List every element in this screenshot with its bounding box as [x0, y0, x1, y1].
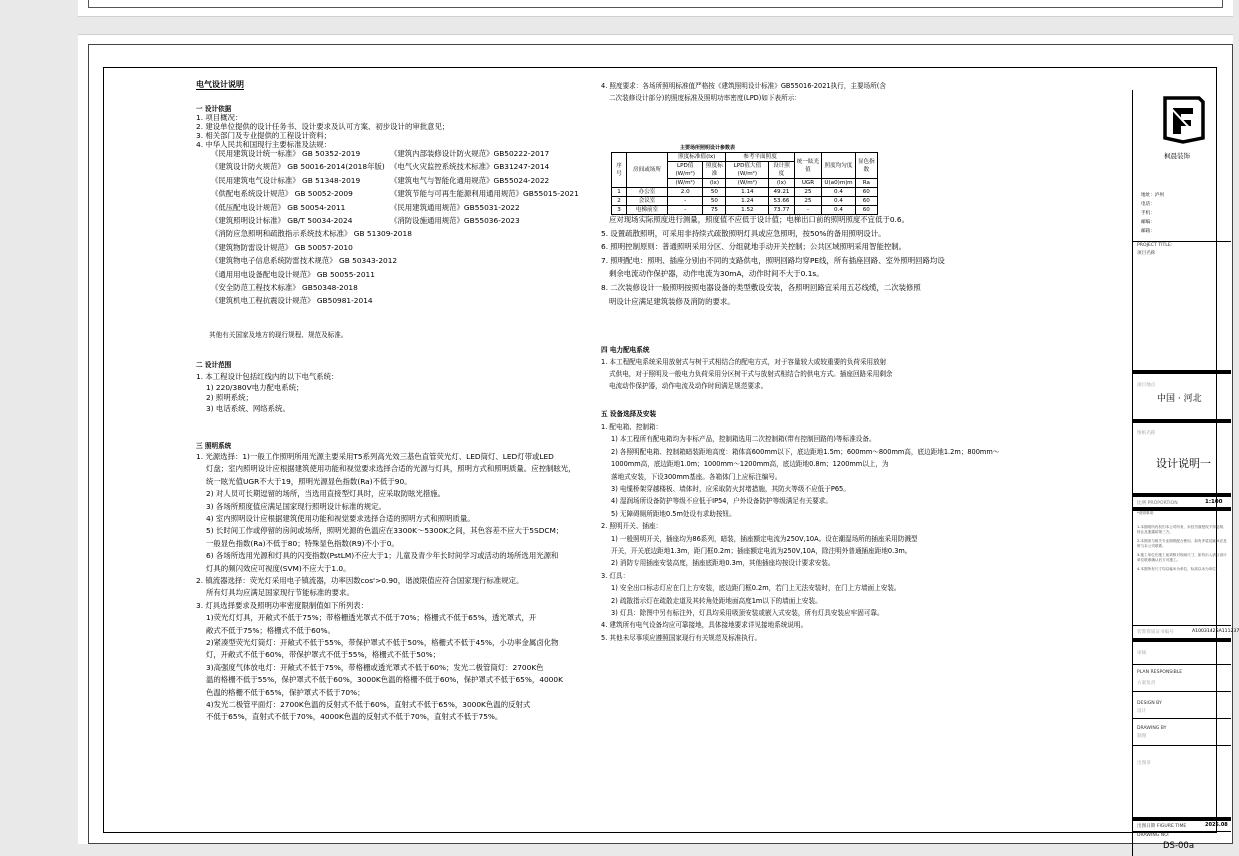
- section-5-heading: 五 设备选择及安装: [601, 410, 657, 418]
- lighting-note: 应对现场实际照度进行测量，照度值不应低于设计值；电梯出口前的照明照度不宜低于0.6。: [609, 215, 909, 224]
- th-lpd: LPD值(W/m²): [668, 162, 703, 179]
- table-cell: 2: [612, 197, 627, 206]
- section-1-item: 3. 相关部门及专业提供的工程设计资料；: [196, 131, 332, 140]
- date-value: 2025.08: [1205, 822, 1228, 828]
- company-name: 枫晨装饰: [1164, 152, 1190, 160]
- drawing-sheet: [88, 44, 1239, 851]
- section-2-line: 2) 照明系统；: [206, 393, 253, 402]
- th-design-lx: 设计照度: [769, 162, 794, 179]
- table-cell: 2.0: [668, 188, 703, 197]
- th-uniformity-label: 照度均匀度: [822, 153, 855, 179]
- project-title-cn: 项目名称: [1137, 251, 1156, 256]
- th-unit-3: (W/m²): [726, 179, 769, 188]
- title-block-note: *说明事项：: [1137, 511, 1157, 515]
- th-std-lx: 照度标准: [703, 162, 726, 179]
- section-3-line: 5) 长时间工作或停留的房间或场所，照明光源的色温应在3300K～5300K之间，其色容差不应大于5SDCM；: [206, 526, 564, 536]
- table-cell: 50: [703, 188, 726, 197]
- th-unit-1: (W/m²): [668, 179, 703, 188]
- section-3-line: 2)紧凑型荧光灯筒灯：开敞式不低于55%，带保护罩式不低于50%，格栅式不低于45%，小功率金属卤化物: [206, 638, 559, 647]
- table-cell: 电梯前室: [627, 206, 668, 215]
- drawing-no-label: DRAWING NO:: [1137, 833, 1170, 838]
- section-3-line: 灯盘；室内照明设计应根据建筑使用功能和视觉要求选择合适的光源与灯具，照明方式和照明质量。应控制眩光，: [206, 464, 576, 474]
- standard-left-item: 《建筑物防雷设计规范》 GB 50057-2010: [211, 242, 353, 252]
- section-4-line: 电流动作保护器，动作电流及动作时间满足规范要求。: [609, 382, 768, 390]
- plan-cn: 方案负责: [1137, 681, 1156, 686]
- section-5-line: 2) 各照明配电箱、控制箱暗装距地高度：箱体高600mm以下，底边距地1.5m；600mm～800mm高，底边距地1.2m；800mm～: [611, 447, 1000, 456]
- table-cell: 25: [794, 197, 822, 206]
- table-cell: 73.77: [769, 206, 794, 215]
- lighting-note: 6. 照明控制原则：普通照明采用分区、分组就地手动开关控制；公共区域照明采用智能控制。: [601, 242, 907, 252]
- table-cell: -: [668, 206, 703, 215]
- title-block-note: 2.本图须与相关专业图纸配合使用，如有矛盾及疑问应及时与本公司联系。: [1137, 539, 1227, 548]
- standard-left-item: 《低压配电设计规范》 GB 50054-2011: [211, 202, 346, 212]
- section-5-line: 1) 安全出口标志灯应在门上方安装，底边距门框0.2m，若门上无法安装时，在门上方墙面上安装。: [611, 584, 901, 593]
- drawing-by-label: DRAWING BY: [1137, 726, 1167, 731]
- location-value: 中国 · 河北: [1157, 394, 1202, 404]
- section-5-line: 开关，开关底边距地1.3m，距门框0.2m；插座额定电流为250V,10A，除注明外普通插座距地0.3m。: [611, 547, 912, 555]
- section-5-line: 1. 配电箱、控制箱：: [601, 423, 663, 431]
- section-5-line: 5. 其他未尽事项应遵照国家现行有关规范及标准执行。: [601, 633, 762, 642]
- th-unit-4: (lx): [769, 179, 794, 188]
- location-label: 项目地点: [1137, 383, 1156, 388]
- section-3-line: 3)高强度气体放电灯：开敞式不低于75%，带格栅或透光罩式不低于60%；发光二极管筒灯：2700K色: [206, 662, 544, 672]
- section-5-line: 1000mm高，底边距地1.0m；1000mm～1200mm高，底边距地0.8m；1200mm以上，为: [611, 460, 889, 469]
- table-cell: 49.21: [769, 188, 794, 197]
- section-3-line: 3. 灯具选择要求及照明功率密度限制值如下所列表：: [196, 600, 368, 610]
- section-5-line: 5) 无障碍厕所距地0.5m处设有求助按钮。: [611, 509, 736, 518]
- th-standard: 照度标准值(lx): [668, 153, 726, 162]
- table-cell: 3: [612, 206, 627, 215]
- post-label: 邮编：: [1141, 220, 1155, 225]
- th-ra: Ra: [855, 179, 877, 188]
- section-3-line: 2) 对人员可长期逗留的场所，当选用直接型灯具时，应采取防眩光措施。: [206, 489, 446, 499]
- section-3-heading: 三 照明系统: [196, 442, 232, 450]
- section-2-line: 1. 本工程设计包括红线内的以下电气系统：: [196, 372, 339, 381]
- table-cell: 1.24: [726, 197, 769, 206]
- plan-label: PLAN RESPONSIBLE: [1137, 670, 1183, 675]
- section-3-line: 1. 光源选择：1)一般工作照明所用光源主要采用T5系列高光效三基色直管荧光灯、LED筒灯、LED灯带或LED: [196, 452, 554, 461]
- section-5-line: 3. 灯具：: [601, 571, 630, 580]
- company-logo-icon: [1161, 94, 1205, 144]
- table-cell: 会议室: [627, 197, 668, 206]
- proportion-label: 比例 PROPORTION: [1137, 501, 1178, 506]
- drawing-title-label: 图纸名称: [1137, 431, 1156, 436]
- section-3-line: 4) 室内照明设计应根据建筑使用功能和视觉要求选择合适的照明方式和照明质量。: [206, 514, 475, 523]
- drawing-title: 设计说明一: [1156, 457, 1211, 470]
- standard-right-item: 《建筑电气与智能化通用规范》GB55024-2022: [390, 175, 550, 185]
- standard-left-item: 《安全防范工程技术标准》 GB50348-2018: [211, 283, 358, 292]
- table-row: [612, 188, 878, 197]
- section-5-line: 2) 消防专用插座安装高度，插座底距地0.3m，其他插座均按设计要求安装。: [611, 559, 835, 568]
- title-block-note: 4.本图所有尺寸均以毫米为单位，标高以米为单位。: [1137, 567, 1220, 571]
- standard-left-item: 《建筑机电工程抗震设计规范》 GB50981-2014: [211, 296, 373, 306]
- section-1-note: 其他有关国家及地方的现行规程、规范及标准。: [209, 331, 348, 339]
- table-cell: 0.4: [822, 197, 855, 206]
- drawing-no-value: DS-00a: [1163, 841, 1195, 851]
- table-cell: 1.14: [726, 188, 769, 197]
- drawing-by-cn: 制图: [1137, 734, 1147, 739]
- th-ra-label: 显色指数: [855, 153, 877, 179]
- section-3-line: 一般显色指数(Ra)不低于80；特殊显色指数(R9)不小于0。: [206, 538, 399, 548]
- section-1-item: 2. 建设单位提供的设计任务书、设计要求及认可方案、初步设计的审批意见；: [196, 122, 450, 131]
- design-cn: 设计: [1137, 709, 1147, 714]
- table-cell: 1: [612, 188, 627, 197]
- section-3-line: 温的格栅不低于55%，保护罩式不低于60%，3000K色温的格栅不低于60%，保护罩式不低于65%，4000K: [206, 675, 563, 685]
- section-4-line: 1. 本工程配电系统采用放射式与树干式相结合的配电方式，对于容量较大或较重要的负荷采用放射: [601, 358, 887, 366]
- section-5-line: 3) 灯具：除图中另有标注外，灯具均采用吸顶安装或嵌入式安装，所有灯具安装应牢固可靠。: [611, 609, 884, 617]
- standard-left-item: 《通用用电设备配电设计规范》 GB 50055-2011: [211, 269, 375, 279]
- proportion-value: 1:100: [1205, 499, 1223, 505]
- address-label: 地址：: [1141, 193, 1155, 198]
- lighting-note: 明设计应满足建筑装修及消防的要求。: [609, 296, 735, 306]
- section-5-line: 3) 电缆桥架穿越楼板、墙体时，应采取防火封堵措施，其防火等级不应低于P65。: [611, 485, 850, 493]
- document-page: [78, 34, 1239, 851]
- th-room: 房间或场所: [627, 153, 668, 188]
- standard-left-item: 《民用建筑电气设计标准》 GB 51348-2019: [211, 175, 361, 185]
- title-block-note: 1.本图纸所有权归本公司所有，未经书面授权不得复制、转让及泄露给第三方。: [1137, 525, 1227, 534]
- standard-right-item: 《消防设施通用规范》GB55036-2023: [390, 216, 520, 225]
- date-label: 出图日期 FIGURE TIME: [1137, 824, 1187, 829]
- table-cell: 60: [855, 206, 877, 215]
- section-5-line: 4) 湿润场所设备防护等级不应低于IP54，户外设备防护等级满足有关要求。: [611, 497, 832, 506]
- table-cell: 1.52: [726, 206, 769, 215]
- th-no: 序号: [612, 153, 627, 188]
- table-row: [612, 206, 878, 215]
- section-3-line: 不低于65%，直射式不低于70%，4000K色温的反射式不低于70%，直射式不低于75%。: [206, 712, 503, 722]
- standard-left-item: 《建筑物电子信息系统防雷技术规范》 GB 50343-2012: [211, 256, 398, 266]
- table-cell: 53.66: [769, 197, 794, 206]
- section-5-line: 2) 疏散指示灯在疏散走道及其转角处距地面高度1m以下的墙面上安装。: [611, 596, 822, 605]
- lighting-note: 剩余电流动作保护器，动作电流为30mA，动作时间不大于0.1s。: [609, 269, 824, 279]
- section-4-heading: 四 电力配电系统: [601, 346, 650, 354]
- standard-right-item: 《电气火灾监控系统技术标准》GB31247-2014: [390, 162, 550, 172]
- mobile-label: 手机：: [1141, 211, 1155, 216]
- section-5-line: 落地式安装，下设300mm基座。各箱体门上应标注编号。: [611, 472, 782, 481]
- section-5-line: 2. 照明开关、插座：: [601, 522, 663, 531]
- email-label: 邮箱：: [1141, 229, 1155, 234]
- lighting-note: 8. 二次装修设计一般照明按照电器设备的类型敷设安装，各照明回路宜采用五芯线缆，二次装修照: [601, 283, 921, 292]
- th-unit-2: (lx): [703, 179, 726, 188]
- section-3-line: 1)荧光灯灯具，开敞式不低于75%；带格栅透光罩式不低于70%；格栅式不低于65%，透光罩式，开: [206, 613, 537, 623]
- audit-label: 审核: [1137, 651, 1147, 656]
- section-3-line: 所有灯具均应满足国家现行节能标准的要求。: [206, 588, 354, 598]
- section-1-item: 1. 项目概况：: [196, 113, 243, 122]
- tel-label: 电话：: [1141, 202, 1155, 207]
- section-3-line: 2. 镇流器选择：荧光灯采用电子镇流器，功率因数cos'>0.90，谐波限值应符合国家现行标准规定。: [196, 576, 524, 585]
- table-cell: 25: [794, 188, 822, 197]
- section-2-heading: 二 设计范围: [196, 361, 232, 369]
- standard-right-item: 《建筑节能与可再生能源利用通用规范》GB55015-2021: [390, 189, 579, 199]
- section-5-line: 1) 一般照明开关，插座均为86系列，暗装，插座额定电流为250V,10A。设在潮湿场所的插座采用防溅型: [611, 534, 918, 543]
- table-cell: 50: [703, 197, 726, 206]
- section-5-line: 1) 本工程所有配电箱均为非标产品，控制箱选用二次控制箱(带有控制回路的)等标准设备。: [611, 435, 876, 444]
- project-title-label: PROJECT TITLE:: [1137, 243, 1173, 248]
- section-2-line: 3) 电话系统、网络系统。: [206, 403, 290, 413]
- previous-page: [78, 0, 1233, 17]
- doc-title: 电气设计说明: [196, 80, 244, 89]
- section-3-line: 4)发光二极管平面灯：2700K色温的反射式不低于60%，直射式不低于65%，3000K色温的反射式: [206, 700, 531, 709]
- section-4-line: 式供电，对于照明及一般电力负荷采用分区树干式与放射式相结合的供电方式。插座回路采用剩余: [609, 370, 893, 378]
- section-3-line: 灯具的频闪效应可视度(SVM)不应大于1.0。: [206, 563, 351, 573]
- section-3-line: 灯，开敞式不低于60%，带保护罩式不低于55%，格栅式不低于50%；: [206, 650, 441, 660]
- standard-right-item: 《民用建筑通用规范》GB55031-2022: [390, 202, 520, 212]
- table-cell: 60: [855, 188, 877, 197]
- section-2-line: 1) 220/380V电力配电系统；: [206, 382, 304, 392]
- section-3-line: 统一眩光值UGR不大于19，照明光源显色指数(Ra)不低于90。: [206, 476, 412, 486]
- standard-left-item: 《民用建筑设计统一标准》 GB 50352-2019: [211, 149, 361, 158]
- lighting-note: 7. 照明配电：照明、插座分别由不同的支路供电，照明回路均穿PE线，所有插座回路、室外照明回路均设: [601, 255, 945, 265]
- standard-left-item: 《供配电系统设计规范》 GB 50052-2009: [211, 189, 353, 199]
- title-block-note: 3.施工单位在施工前须核对现场尺寸，如有出入请与设计单位联系确认后方可施工。: [1137, 553, 1227, 562]
- section-3-line: 6) 各场所选用光源和灯具的闪变指数(PstLM)不应大于1；儿童及青少年长时间学习或活动的场所选用光源和: [206, 551, 559, 561]
- table-cell: -: [668, 197, 703, 206]
- section-5-line: 4. 建筑所有电气设备均应可靠接地，具体接地要求详见接地系统说明。: [601, 621, 808, 630]
- drawing-frame: [103, 67, 1239, 851]
- standard-right-item: 《建筑内部装修设计防火规范》GB50222-2017: [390, 149, 550, 158]
- th-ugr: UGR: [794, 179, 822, 188]
- standard-left-item: 《建筑照明设计标准》 GB/T 50034-2024: [211, 216, 353, 225]
- section-3-line: 3) 各场所照度值应满足国家现行照明设计标准的规定。: [206, 501, 386, 511]
- section-1-heading: 一 设计依据: [196, 105, 232, 113]
- table-cell: 办公室: [627, 188, 668, 197]
- standard-left-item: 《消防应急照明和疏散指示系统技术标准》 GB 51309-2018: [211, 229, 412, 239]
- table-cell: 75: [703, 206, 726, 215]
- lighting-table: [611, 152, 878, 215]
- table-cell: -: [794, 206, 822, 215]
- lighting-note: 5. 设置疏散照明，可采用非持续式疏散照明灯具或应急照明，按50%的备用照明设计。: [601, 228, 886, 238]
- section-1-item: 4. 中华人民共和国现行主要标准及法规：: [196, 140, 332, 149]
- table-title: 主要场所照明设计参数表: [680, 145, 736, 151]
- table-cell: 60: [855, 197, 877, 206]
- title-block: [1132, 90, 1239, 856]
- standard-left-item: 《建筑设计防火规范》 GB 50016-2014(2018年版): [211, 162, 385, 172]
- table-cell: 0.4: [822, 188, 855, 197]
- th-uniformity: U(a0)m|m: [822, 179, 855, 188]
- s4-top-line: 二次装修设计部分)的照度标准及照明功率密度(LPD)如下表所示：: [609, 94, 801, 102]
- seal-label: 出图章: [1137, 761, 1151, 766]
- section-3-line: 色温的格栅不低于65%，保护罩式不低于70%；: [206, 687, 365, 697]
- cert-value: A1003142SA111237: [1192, 629, 1239, 634]
- table-cell: 0.4: [822, 206, 855, 215]
- s4-top-line: 4. 照度要求：各场所照明标准值严格按《建筑照明设计标准》GB55016-2021执行，主要场所(含: [601, 82, 886, 90]
- th-ugr-label: 统一眩光值: [794, 153, 822, 179]
- section-3-line: 敞式不低于75%；格栅式不低于60%。: [206, 625, 335, 635]
- th-reference: 参考平面照度: [726, 153, 794, 162]
- cert-label: 装饰资质证书编号: [1137, 630, 1174, 635]
- table-row: [612, 197, 878, 206]
- design-label: DESIGN BY: [1137, 701, 1162, 706]
- address-value: 泸州: [1154, 193, 1164, 198]
- th-lpd-max: LPD值大值(W/m²): [726, 162, 769, 179]
